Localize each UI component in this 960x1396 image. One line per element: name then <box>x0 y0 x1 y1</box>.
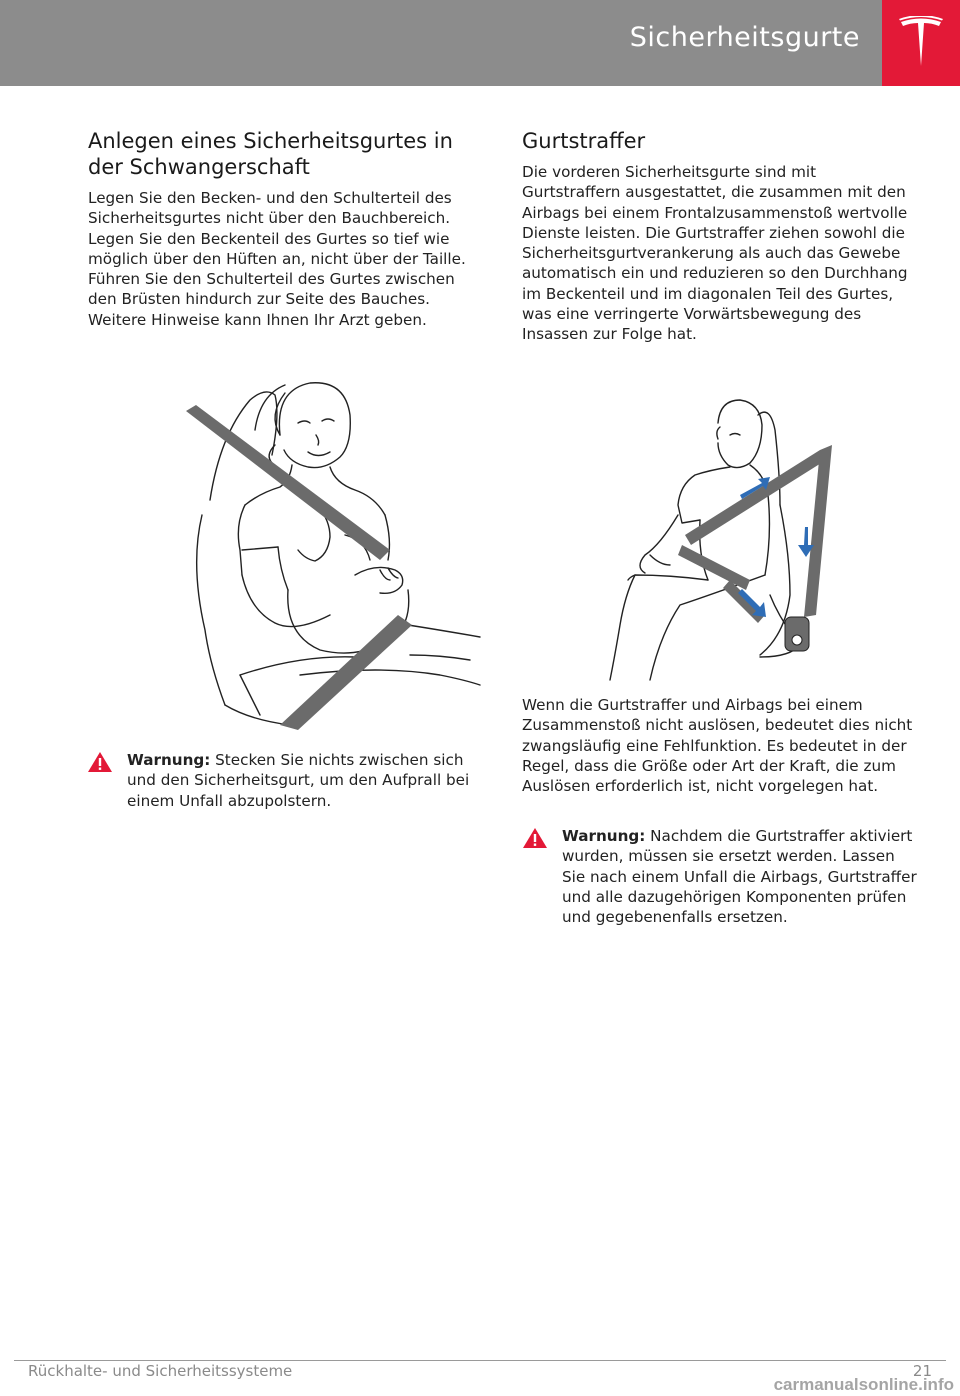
footer-section-name: Rückhalte- und Sicherheitssysteme <box>28 1362 293 1380</box>
page-number: 21 <box>912 1362 932 1380</box>
warning-pretensioner <box>562 826 917 927</box>
pregnant-seatbelt-illustration <box>180 375 485 730</box>
watermark: carmanualsonline.info <box>773 1375 954 1394</box>
warning-triangle-icon <box>87 751 113 773</box>
section-heading-pregnancy: Anlegen eines Sicherheitsgurtes in der Schwangerschaft <box>88 129 453 179</box>
pregnancy-paragraph: Legen Sie den Becken- und den Schulterteil des Sicherheitsgurtes nicht über den Bauchbereich. Legen Sie den Beckenteil des Gurtes so tief wie möglich über den Hüften an, nicht über der Taille. Führen Sie den Schulterteil des Gurtes zwischen den Brüsten hindurch zur Seite des Bauches. Weitere Hinweise kann Ihnen Ihr Arzt geben. <box>88 189 466 329</box>
warning-pregnancy <box>127 750 472 811</box>
pretensioner-section <box>522 128 914 345</box>
page-header <box>0 0 960 86</box>
page-title: Sicherheitsgurte <box>629 22 860 53</box>
pretensioner-illustration <box>590 395 840 685</box>
warning-label: Warnung: <box>562 827 646 845</box>
warning-label: Warnung: <box>127 751 211 769</box>
warning-text: Nachdem die Gurtstraffer aktiviert wurden, müssen sie ersetzt werden. Lassen Sie nach einem Unfall die Airbags, Gurtstraffer und alle dazugehörigen Komponenten prüfen und gegebenenfalls ersetzen. <box>562 827 917 927</box>
brand-logo <box>882 0 960 86</box>
warning-triangle-icon <box>522 827 548 849</box>
tesla-logo-icon <box>897 16 945 70</box>
warning-text: Stecken Sie nichts zwischen sich und den Sicherheitsgurt, um den Aufprall bei einem Unfall abzupolstern. <box>127 751 470 810</box>
pretensioner-paragraph: Die vorderen Sicherheitsgurte sind mit Gurtstraffern ausgestattet, die zusammen mit den Airbags bei einem Frontalzusammenstoß wertvolle Dienste leisten. Die Gurtstraffer ziehen sowohl die Sicherheitsgurtverankerung als auch das Gewebe automatisch ein und reduzieren so den Durchhang im Beckenteil und im diagonalen Teil des Gurtes, was eine verringerte Vorwärtsbewegung des Insassen zur Folge hat. <box>522 163 908 344</box>
pretensioner-note <box>522 695 914 796</box>
pregnancy-section <box>88 128 480 330</box>
section-heading-pretensioner: Gurtstraffer <box>522 129 646 153</box>
footer-divider <box>14 1360 946 1361</box>
pretensioner-note-paragraph: Wenn die Gurtstraffer und Airbags bei einem Zusammenstoß nicht auslösen, bedeutet dies nicht zwangsläufig eine Fehlfunktion. Es bedeutet in der Regel, dass die Größe oder Art der Kraft, die zum Auslösen erforderlich ist, nicht vorgelegen hat. <box>522 696 913 796</box>
